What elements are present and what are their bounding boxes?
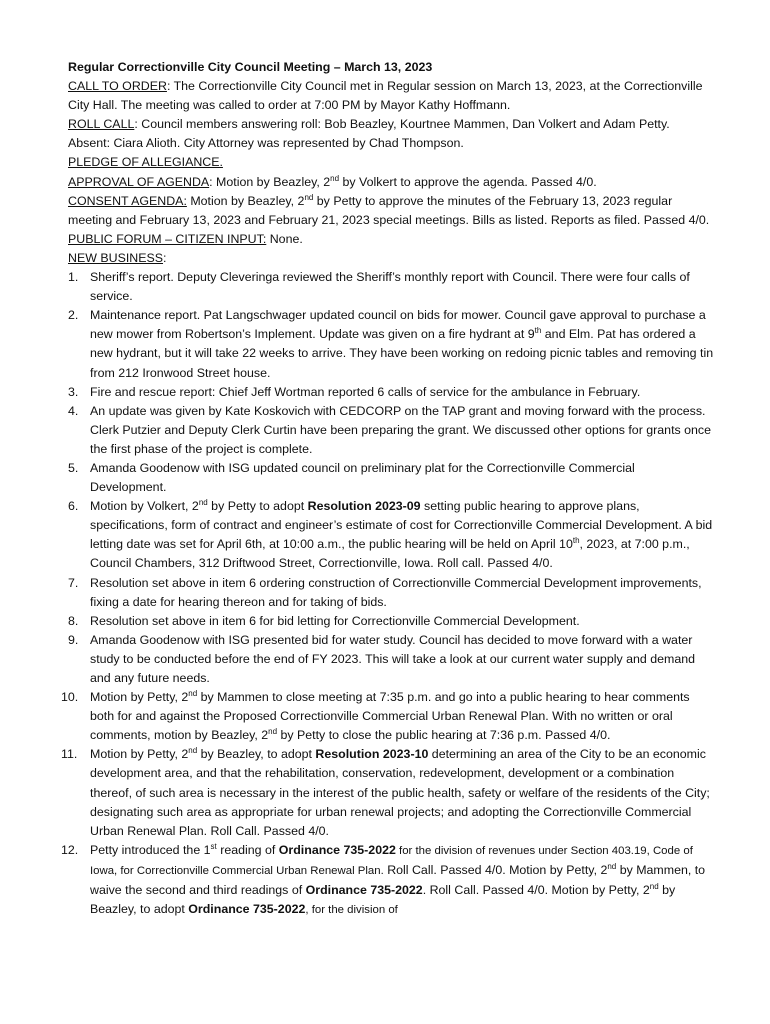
list-item — [68, 306, 714, 382]
item-sup: th — [534, 326, 542, 336]
item-text: Motion by Petty, 2 — [90, 690, 189, 705]
resolution-number: Resolution 2023-09 — [307, 499, 421, 514]
new-business-heading: NEW BUSINESS — [68, 250, 164, 265]
item-text: and Elm. Pat has ordered a new hydrant, but it will take 22 weeks to arrive. They have been working on redoing picnic tables and removing tin from 212 Ironwood Street house. — [90, 327, 714, 380]
consent-agenda-paragraph — [68, 192, 714, 230]
list-item — [68, 497, 714, 573]
item-number: 4. — [68, 403, 79, 418]
item-text: by Petty to adopt — [207, 499, 308, 514]
item-number: 10. — [61, 690, 79, 705]
consent-sup: nd — [304, 192, 314, 202]
approval-text-a: : Motion by Beazley, 2 — [209, 174, 331, 189]
item-number: 6. — [68, 499, 79, 514]
item-number: 5. — [68, 460, 79, 475]
item-text: reading of — [216, 842, 279, 857]
item-text: determining an area of the City to be an economic development area, and that the rehabilitation, conservation, redevelopment, development or a combination thereof, of such area is necessary in the interest of the public health, safety or welfare of the residents of the City; designating such area as appropriate for urban renewal projects; and adopting the Correctionville Commercial Urban Renewal Plan. Roll Call. Passed 4/0. — [90, 747, 710, 838]
item-number: 1. — [68, 270, 79, 285]
consent-text-b: by Petty to approve the minutes of the February 13, 2023 regular meeting and February 13, 2023 and February 21, 2023 special meetings. Bills as listed. Reports as filed. Passed 4/0. — [68, 193, 710, 227]
item-text: . Roll Call. Passed 4/0. Motion by Petty, 2 — [422, 883, 650, 898]
resolution-number: Resolution 2023-10 — [315, 747, 429, 762]
item-text: by Mammen to close meeting at 7:35 p.m. and go into a public hearing to hear comments both for and against the Proposed Correctionville Commercial Urban Renewal Plan. With no written or oral comments, motion by Beazley, 2 — [90, 690, 690, 743]
item-sup: st — [210, 841, 217, 851]
item-text: by Mammen, to waive the second and third readings of — [90, 862, 706, 898]
item-text: Fire and rescue report: Chief Jeff Wortman reported 6 calls of service for the ambulance in February. — [90, 384, 641, 399]
item-text: An update was given by Kate Koskovich with CEDCORP on the TAP grant and moving forward with the process. Clerk Putzier and Deputy Clerk Curtin have been preparing the grant. We discussed other options for grants once the first phase of the project is complete. — [90, 403, 712, 456]
item-text: Roll Call. Passed 4/0. Motion by Petty, 2 — [383, 862, 608, 877]
item-text: for the division of revenues under Section 403.19, Code of Iowa, for Correctionville Commercial Urban Renewal Plan. — [90, 844, 693, 877]
approval-sup: nd — [330, 173, 340, 183]
item-text: Motion by Volkert, 2 — [90, 499, 199, 514]
item-number: 12. — [61, 842, 79, 857]
item-text: , 2023, at 7:00 p.m., Council Chambers, 312 Driftwood Street, Correctionville, Iowa. Roll call. Passed 4/0. — [90, 537, 690, 571]
pledge-paragraph — [68, 153, 714, 172]
ordinance-number: Ordinance 735-2022 — [188, 902, 306, 917]
item-text: by Petty to close the public hearing at 7:36 p.m. Passed 4/0. — [277, 728, 611, 743]
consent-agenda-heading: CONSENT AGENDA: — [68, 193, 187, 208]
item-sup: nd — [607, 861, 617, 871]
roll-call-paragraph — [68, 115, 714, 153]
list-item — [68, 574, 714, 612]
public-forum-paragraph — [68, 230, 714, 249]
item-number: 3. — [68, 384, 79, 399]
item-text: Petty introduced the 1 — [90, 842, 211, 857]
item-text: setting public hearing to approve plans, specifications, form of contract and engineer’s estimate of cost for Correctionville Commercial Development. A bid letting date was set for April 6th, at 10:00 a.m., the public hearing will be held on April 10 — [90, 499, 713, 552]
list-item — [68, 402, 714, 459]
ordinance-number: Ordinance 735-2022 — [278, 842, 396, 857]
list-item — [61, 745, 714, 840]
item-text: Resolution set above in item 6 ordering construction of Correctionville Commercial Development improvements, fixing a date for hearing thereon and for taking of bids. — [90, 575, 702, 609]
call-to-order-heading: CALL TO ORDER — [68, 79, 167, 94]
call-to-order-paragraph — [68, 77, 714, 115]
list-item — [61, 688, 714, 745]
list-item — [68, 631, 714, 688]
item-text: Motion by Petty, 2 — [90, 747, 189, 762]
item-text: Amanda Goodenow with ISG updated council on preliminary plat for the Correctionville Commercial Development. — [90, 460, 635, 495]
ordinance-number: Ordinance 735-2022 — [305, 883, 423, 898]
call-to-order-text: : The Correctionville City Council met in Regular session on March 13, 2023, at the Correctionville City Hall. The meeting was called to order at 7:00 PM by Mayor Kathy Hoffmann. — [68, 79, 703, 113]
item-sup: nd — [188, 689, 198, 699]
new-business-paragraph — [68, 249, 714, 268]
item-text: Amanda Goodenow with ISG presented bid for water study. Council has decided to move forward with a water study to be conducted before the end of FY 2023. This will take a look at our current water supply and demand and any future needs. — [90, 632, 695, 685]
item-text: Resolution set above in item 6 for bid letting for Correctionville Commercial Development. — [90, 613, 580, 628]
item-sup: nd — [649, 882, 659, 892]
new-business-list — [61, 268, 714, 920]
item-sup: nd — [188, 746, 198, 756]
item-text: Sheriff’s report. Deputy Cleveringa reviewed the Sheriff’s monthly report with Council. There were four calls of service. — [90, 270, 690, 304]
item-sup: nd — [198, 498, 208, 508]
list-item — [68, 459, 714, 497]
roll-call-text: : Council members answering roll: Bob Beazley, Kourtnee Mammen, Dan Volkert and Adam Petty. Absent: Ciara Alioth. City Attorney was represented by Chad Thompson. — [68, 117, 670, 151]
item-text: Maintenance report. Pat Langschwager updated council on bids for mower. Council gave approval to purchase a new mower from Robertson’s Implement. Update was given on a fire hydrant at 9 — [90, 308, 706, 342]
list-item — [68, 268, 714, 306]
item-number: 11. — [61, 747, 78, 762]
list-item — [68, 612, 714, 631]
approval-of-agenda-paragraph — [68, 173, 714, 192]
item-text: by Beazley, to adopt — [197, 747, 316, 762]
approval-of-agenda-heading: APPROVAL OF AGENDA — [68, 174, 210, 189]
list-item — [68, 383, 714, 402]
item-sup: th — [572, 536, 580, 546]
item-number: 8. — [68, 613, 79, 628]
list-item — [61, 841, 714, 920]
item-number: 7. — [68, 575, 79, 590]
item-text: by Beazley, to adopt — [90, 883, 676, 917]
approval-text-b: by Volkert to approve the agenda. Passed 4/0. — [339, 174, 597, 189]
public-forum-heading: PUBLIC FORUM – CITIZEN INPUT: — [68, 231, 267, 246]
minutes-document — [61, 58, 714, 920]
public-forum-text: None. — [266, 231, 303, 246]
document-title: Regular Correctionville City Council Meeting – March 13, 2023 — [68, 60, 433, 74]
item-number: 9. — [68, 632, 79, 647]
item-number: 2. — [68, 308, 79, 323]
new-business-colon: : — [163, 250, 167, 265]
item-sup: nd — [268, 727, 278, 737]
pledge-heading: PLEDGE OF ALLEGIANCE. — [68, 155, 223, 170]
consent-text-a: Motion by Beazley, 2 — [186, 193, 305, 208]
item-text: , for the division of — [305, 904, 398, 917]
roll-call-heading: ROLL CALL — [68, 117, 135, 132]
